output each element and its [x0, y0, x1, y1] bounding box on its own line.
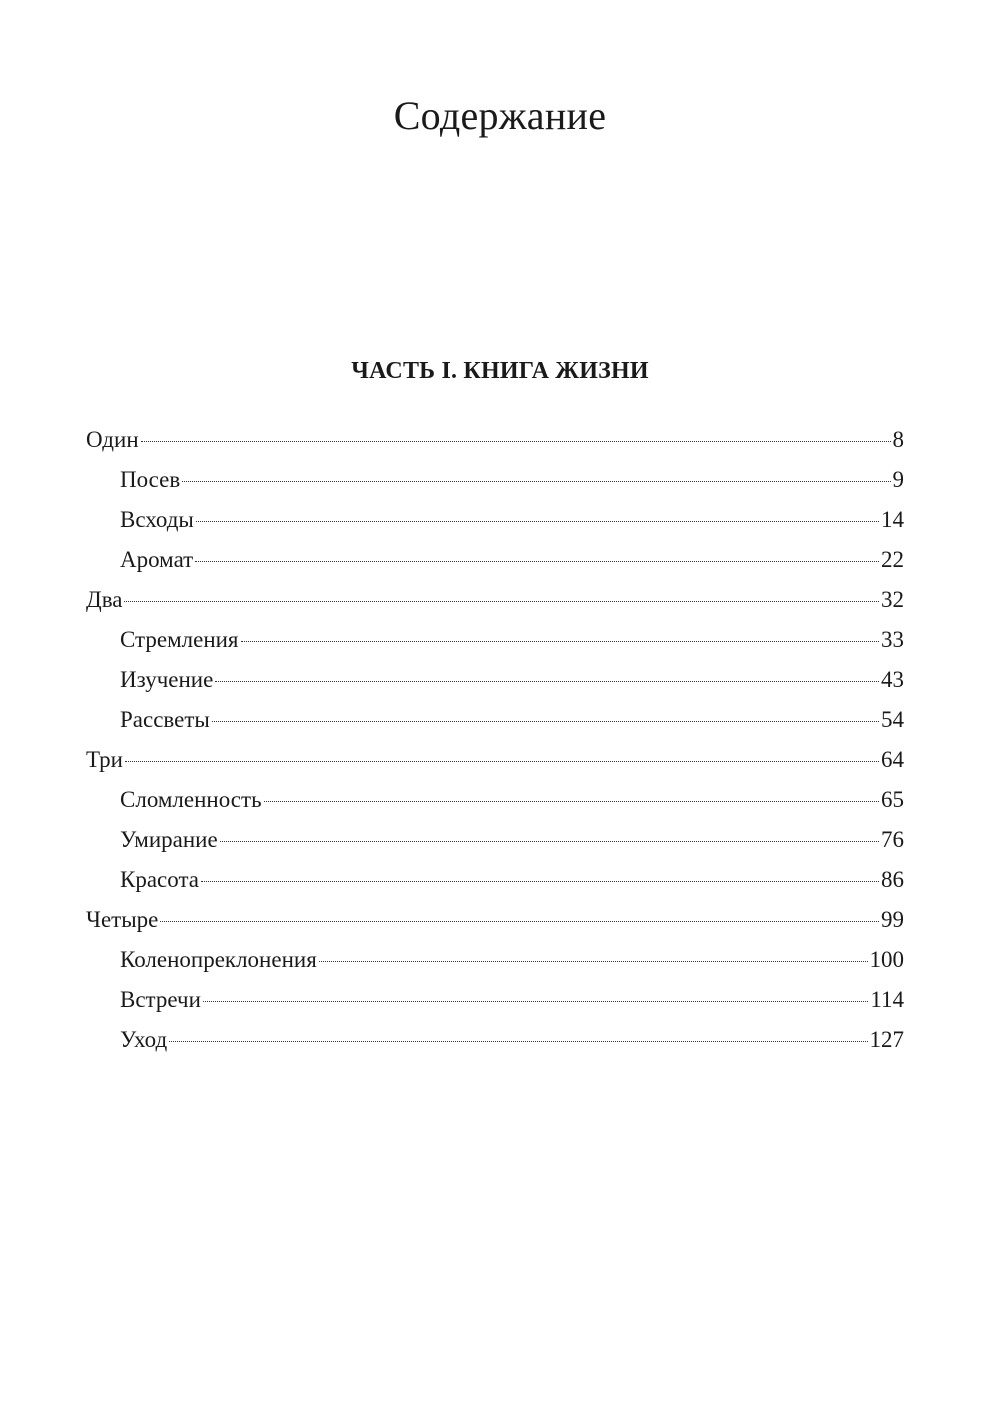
- toc-entry-label: Посев: [120, 467, 181, 492]
- toc-entry-umiranie[interactable]: [86, 824, 904, 864]
- toc-page-number: 43: [881, 667, 904, 692]
- toc-entry-label: Рассветы: [120, 707, 210, 732]
- page-title: Содержание: [393, 93, 607, 138]
- toc-page-number: 76: [881, 827, 904, 852]
- toc-page-number: 100: [869, 947, 904, 972]
- toc-entry-label: Уход: [120, 1027, 168, 1052]
- toc-entry-odin[interactable]: [86, 424, 904, 464]
- toc-entry-label: Три: [86, 747, 123, 772]
- dot-leader: [215, 681, 879, 682]
- toc-entry-aromat[interactable]: [86, 544, 904, 584]
- toc-page-number: 14: [881, 507, 904, 532]
- table-of-contents: [86, 424, 904, 1064]
- dot-leader: [124, 601, 879, 602]
- toc-entry-label: Умирание: [120, 827, 218, 852]
- dot-leader: [182, 481, 890, 482]
- toc-page-number: 127: [869, 1027, 904, 1052]
- toc-entry-vstrechi[interactable]: [86, 984, 904, 1024]
- part-heading: ЧАСТЬ I. КНИГА ЖИЗНИ: [351, 358, 649, 384]
- toc-entry-label: Сломленность: [120, 787, 262, 812]
- toc-entry-stremleniya[interactable]: [86, 624, 904, 664]
- toc-page-number: 32: [881, 587, 904, 612]
- toc-page-number: 33: [881, 627, 904, 652]
- dot-leader: [241, 641, 879, 642]
- toc-page-number: 86: [881, 867, 904, 892]
- toc-entry-posev[interactable]: [86, 464, 904, 504]
- toc-entry-izuchenie[interactable]: [86, 664, 904, 704]
- toc-entry-tri[interactable]: [86, 744, 904, 784]
- toc-page-number: 64: [881, 747, 904, 772]
- dot-leader: [125, 761, 879, 762]
- toc-entry-label: Всходы: [120, 507, 194, 532]
- toc-entry-chetyre[interactable]: [86, 904, 904, 944]
- dot-leader: [160, 921, 879, 922]
- toc-page-number: 65: [881, 787, 904, 812]
- toc-entry-label: Стремления: [120, 627, 239, 652]
- toc-entry-label: Четыре: [86, 907, 159, 932]
- toc-page-number: 114: [870, 987, 904, 1012]
- dot-leader: [201, 881, 879, 882]
- toc-entry-label: Красота: [120, 867, 199, 892]
- toc-entry-dva[interactable]: [86, 584, 904, 624]
- toc-entry-ukhod[interactable]: [86, 1024, 904, 1064]
- toc-page-number: 99: [881, 907, 904, 932]
- toc-page-number: 8: [892, 427, 904, 452]
- toc-entry-label: Изучение: [120, 667, 214, 692]
- dot-leader: [195, 561, 879, 562]
- toc-entry-krasota[interactable]: [86, 864, 904, 904]
- toc-page-number: 54: [881, 707, 904, 732]
- dot-leader: [220, 841, 879, 842]
- dot-leader: [203, 1001, 868, 1002]
- toc-entry-vskhody[interactable]: [86, 504, 904, 544]
- toc-entry-label: Два: [86, 587, 123, 612]
- dot-leader: [141, 441, 891, 442]
- toc-entry-label: Коленопреклонения: [120, 947, 317, 972]
- toc-entry-label: Аромат: [120, 547, 194, 572]
- toc-entry-label: Один: [86, 427, 139, 452]
- dot-leader: [212, 721, 879, 722]
- toc-entry-kolenopreklonenia[interactable]: [86, 944, 904, 984]
- dot-leader: [264, 801, 879, 802]
- dot-leader: [319, 961, 868, 962]
- dot-leader: [169, 1041, 867, 1042]
- toc-page-number: 9: [892, 467, 904, 492]
- toc-entry-slomlennost[interactable]: [86, 784, 904, 824]
- toc-page-number: 22: [881, 547, 904, 572]
- dot-leader: [196, 521, 879, 522]
- toc-entry-rassvety[interactable]: [86, 704, 904, 744]
- toc-entry-label: Встречи: [120, 987, 201, 1012]
